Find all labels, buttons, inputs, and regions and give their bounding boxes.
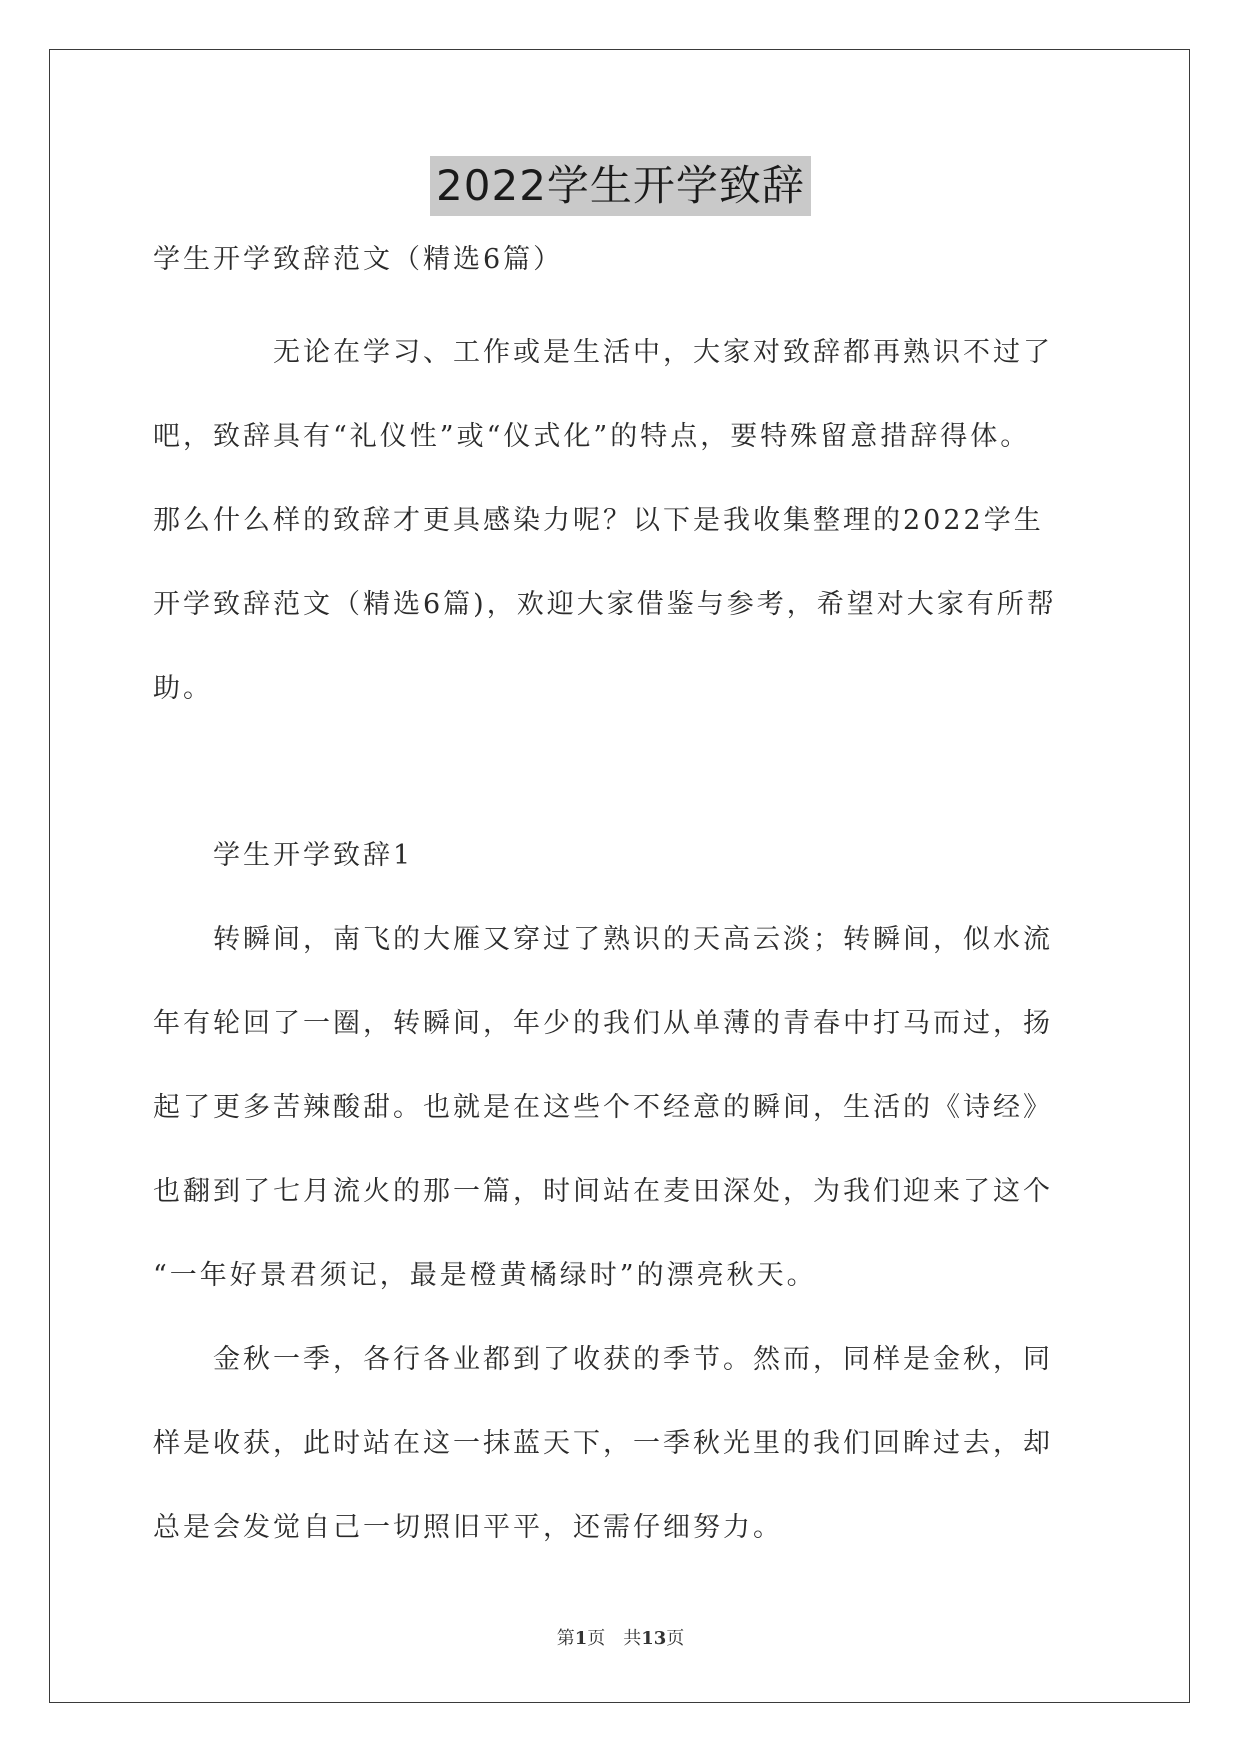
body-line: 金秋一季，各行各业都到了收获的季节。然而，同样是金秋，同 [153, 1344, 1053, 1375]
body-line: 也翻到了七月流火的那一篇，时间站在麦田深处，为我们迎来了这个 [153, 1176, 1053, 1207]
title-container [0, 156, 1241, 216]
intro-line: 那么什么样的致辞才更具感染力呢？以下是我收集整理的2022学生 [153, 505, 1044, 536]
footer-middle: 页 共 [587, 1628, 642, 1649]
intro-line: 无论在学习、工作或是生活中，大家对致辞都再熟识不过了 [153, 337, 1053, 368]
body-line: 起了更多苦辣酸甜。也就是在这些个不经意的瞬间，生活的《诗经》 [153, 1092, 1053, 1123]
section-heading: 学生开学致辞1 [153, 840, 414, 871]
intro-line: 助。 [153, 673, 213, 704]
page-footer [0, 1624, 1241, 1650]
body-line: 年有轮回了一圈，转瞬间，年少的我们从单薄的青春中打马而过，扬 [153, 1008, 1053, 1039]
document-subtitle: 学生开学致辞范文（精选6篇） [153, 244, 564, 275]
body-line: “一年好景君须记，最是橙黄橘绿时”的漂亮秋天。 [153, 1260, 817, 1291]
footer-page-number: 1 [574, 1628, 588, 1649]
intro-line: 吧，致辞具有“礼仪性”或“仪式化”的特点，要特殊留意措辞得体。 [153, 421, 1031, 452]
body-line: 总是会发觉自己一切照旧平平，还需仔细努力。 [153, 1512, 783, 1543]
document-title: 2022学生开学致辞 [430, 156, 811, 216]
intro-line: 开学致辞范文（精选6篇)，欢迎大家借鉴与参考，希望对大家有所帮 [153, 589, 1057, 620]
footer-prefix: 第 [556, 1628, 575, 1649]
body-line: 转瞬间，南飞的大雁又穿过了熟识的天高云淡；转瞬间，似水流 [153, 924, 1053, 955]
paragraph-gap [153, 743, 1093, 826]
document-body [153, 230, 1093, 1582]
body-line: 样是收获，此时站在这一抹蓝天下，一季秋光里的我们回眸过去，却 [153, 1428, 1053, 1459]
footer-suffix: 页 [666, 1628, 685, 1649]
footer-total-pages: 13 [641, 1628, 667, 1649]
